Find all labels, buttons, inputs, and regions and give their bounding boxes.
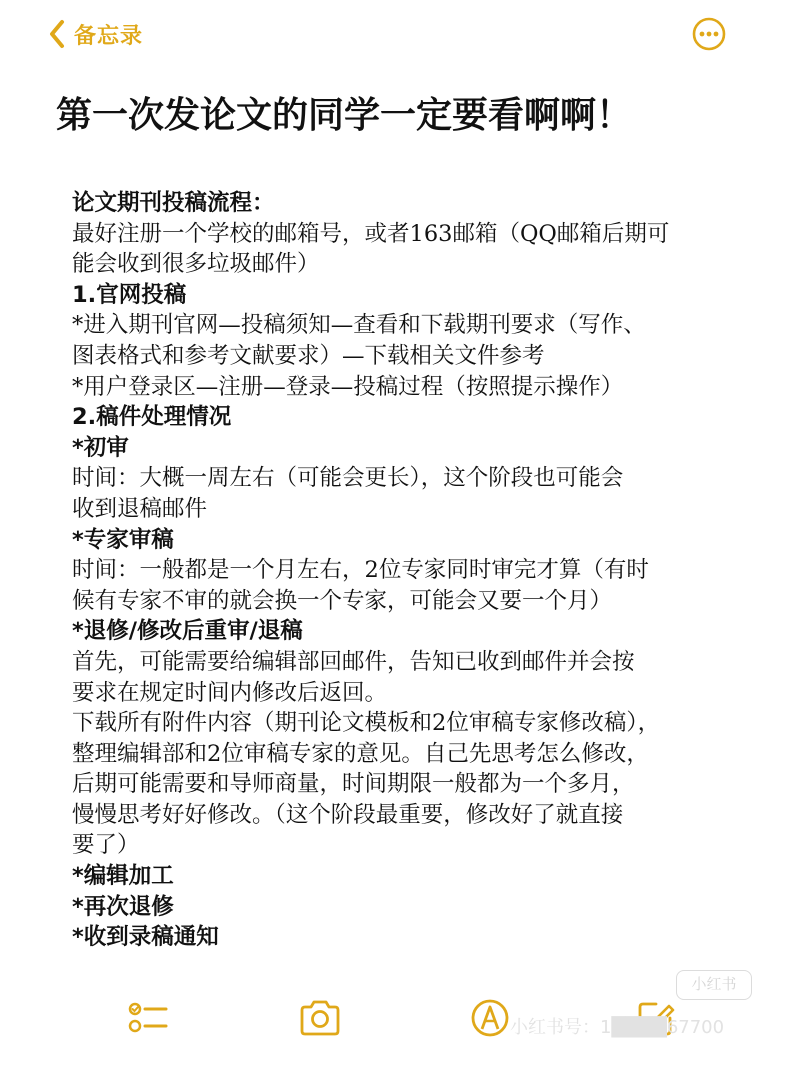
note-text-line: 下载所有附件内容（期刊论文模板和2位审稿专家修改稿）， — [72, 710, 661, 737]
checklist-button[interactable] — [126, 996, 170, 1040]
note-heading-line: 1.官网投稿 — [72, 281, 187, 308]
checklist-icon — [126, 996, 170, 1040]
watermark-logo: 小红书 — [676, 970, 752, 1000]
more-button[interactable] — [691, 16, 727, 52]
note-text-line: 图表格式和参考文献要求）—下载相关文件参考 — [72, 342, 545, 369]
note-heading-line: *专家审稿 — [72, 526, 174, 553]
note-text-line: *用户登录区—注册—登录—投稿过程（按照提示操作） — [72, 373, 624, 400]
note-text-line: 时间：一般都是一个月左右，2位专家同时审完才算（有时 — [72, 557, 649, 584]
note-title: 第一次发论文的同学一定要看啊啊！ — [56, 95, 633, 136]
markup-button[interactable] — [468, 996, 512, 1040]
note-heading-line: *退修/修改后重审/退稿 — [72, 618, 303, 645]
note-text-line: 候有专家不审的就会换一个专家，可能会又要一个月） — [72, 587, 613, 614]
note-body[interactable] — [72, 188, 762, 953]
note-text-line: 要了） — [72, 832, 140, 859]
note-text-line: 收到退稿邮件 — [72, 495, 208, 522]
note-heading-line: 2.稿件处理情况 — [72, 404, 232, 431]
note-text-line: 最好注册一个学校的邮箱号，或者163邮箱（QQ邮箱后期可 — [72, 220, 670, 247]
back-label: 备忘录 — [74, 23, 144, 49]
note-text-line: *进入期刊官网—投稿须知—查看和下载期刊要求（写作、 — [72, 312, 646, 339]
camera-button[interactable] — [298, 996, 342, 1040]
note-heading-line: *再次退修 — [72, 893, 174, 920]
ellipsis-circle-icon — [691, 16, 727, 52]
watermark-id: 小红书号：1████67700 — [510, 1017, 725, 1038]
note-text-line: 后期可能需要和导师商量，时间期限一般都为一个多月， — [72, 771, 635, 798]
note-text-line: 慢慢思考好好修改。（这个阶段最重要，修改好了就直接 — [72, 801, 624, 828]
markup-pen-icon — [468, 996, 512, 1040]
note-heading-line: *初审 — [72, 434, 129, 461]
back-button[interactable] — [48, 17, 143, 51]
note-heading-line: *编辑加工 — [72, 863, 174, 890]
note-heading-line: *收到录稿通知 — [72, 924, 219, 951]
navigation-bar — [0, 0, 800, 70]
note-heading-line: 论文期刊投稿流程： — [72, 190, 275, 216]
camera-icon — [298, 996, 342, 1040]
note-text-line: 整理编辑部和2位审稿专家的意见。自己先思考怎么修改， — [72, 740, 649, 767]
note-text-line: 时间：大概一周左右（可能会更长），这个阶段也可能会 — [72, 465, 624, 492]
note-text-line: 首先，可能需要给编辑部回邮件，告知已收到邮件并会按 — [72, 648, 635, 675]
chevron-left-icon — [48, 19, 66, 49]
note-text-line: 能会收到很多垃圾邮件） — [72, 251, 320, 278]
note-text-line: 要求在规定时间内修改后返回。 — [72, 679, 388, 706]
